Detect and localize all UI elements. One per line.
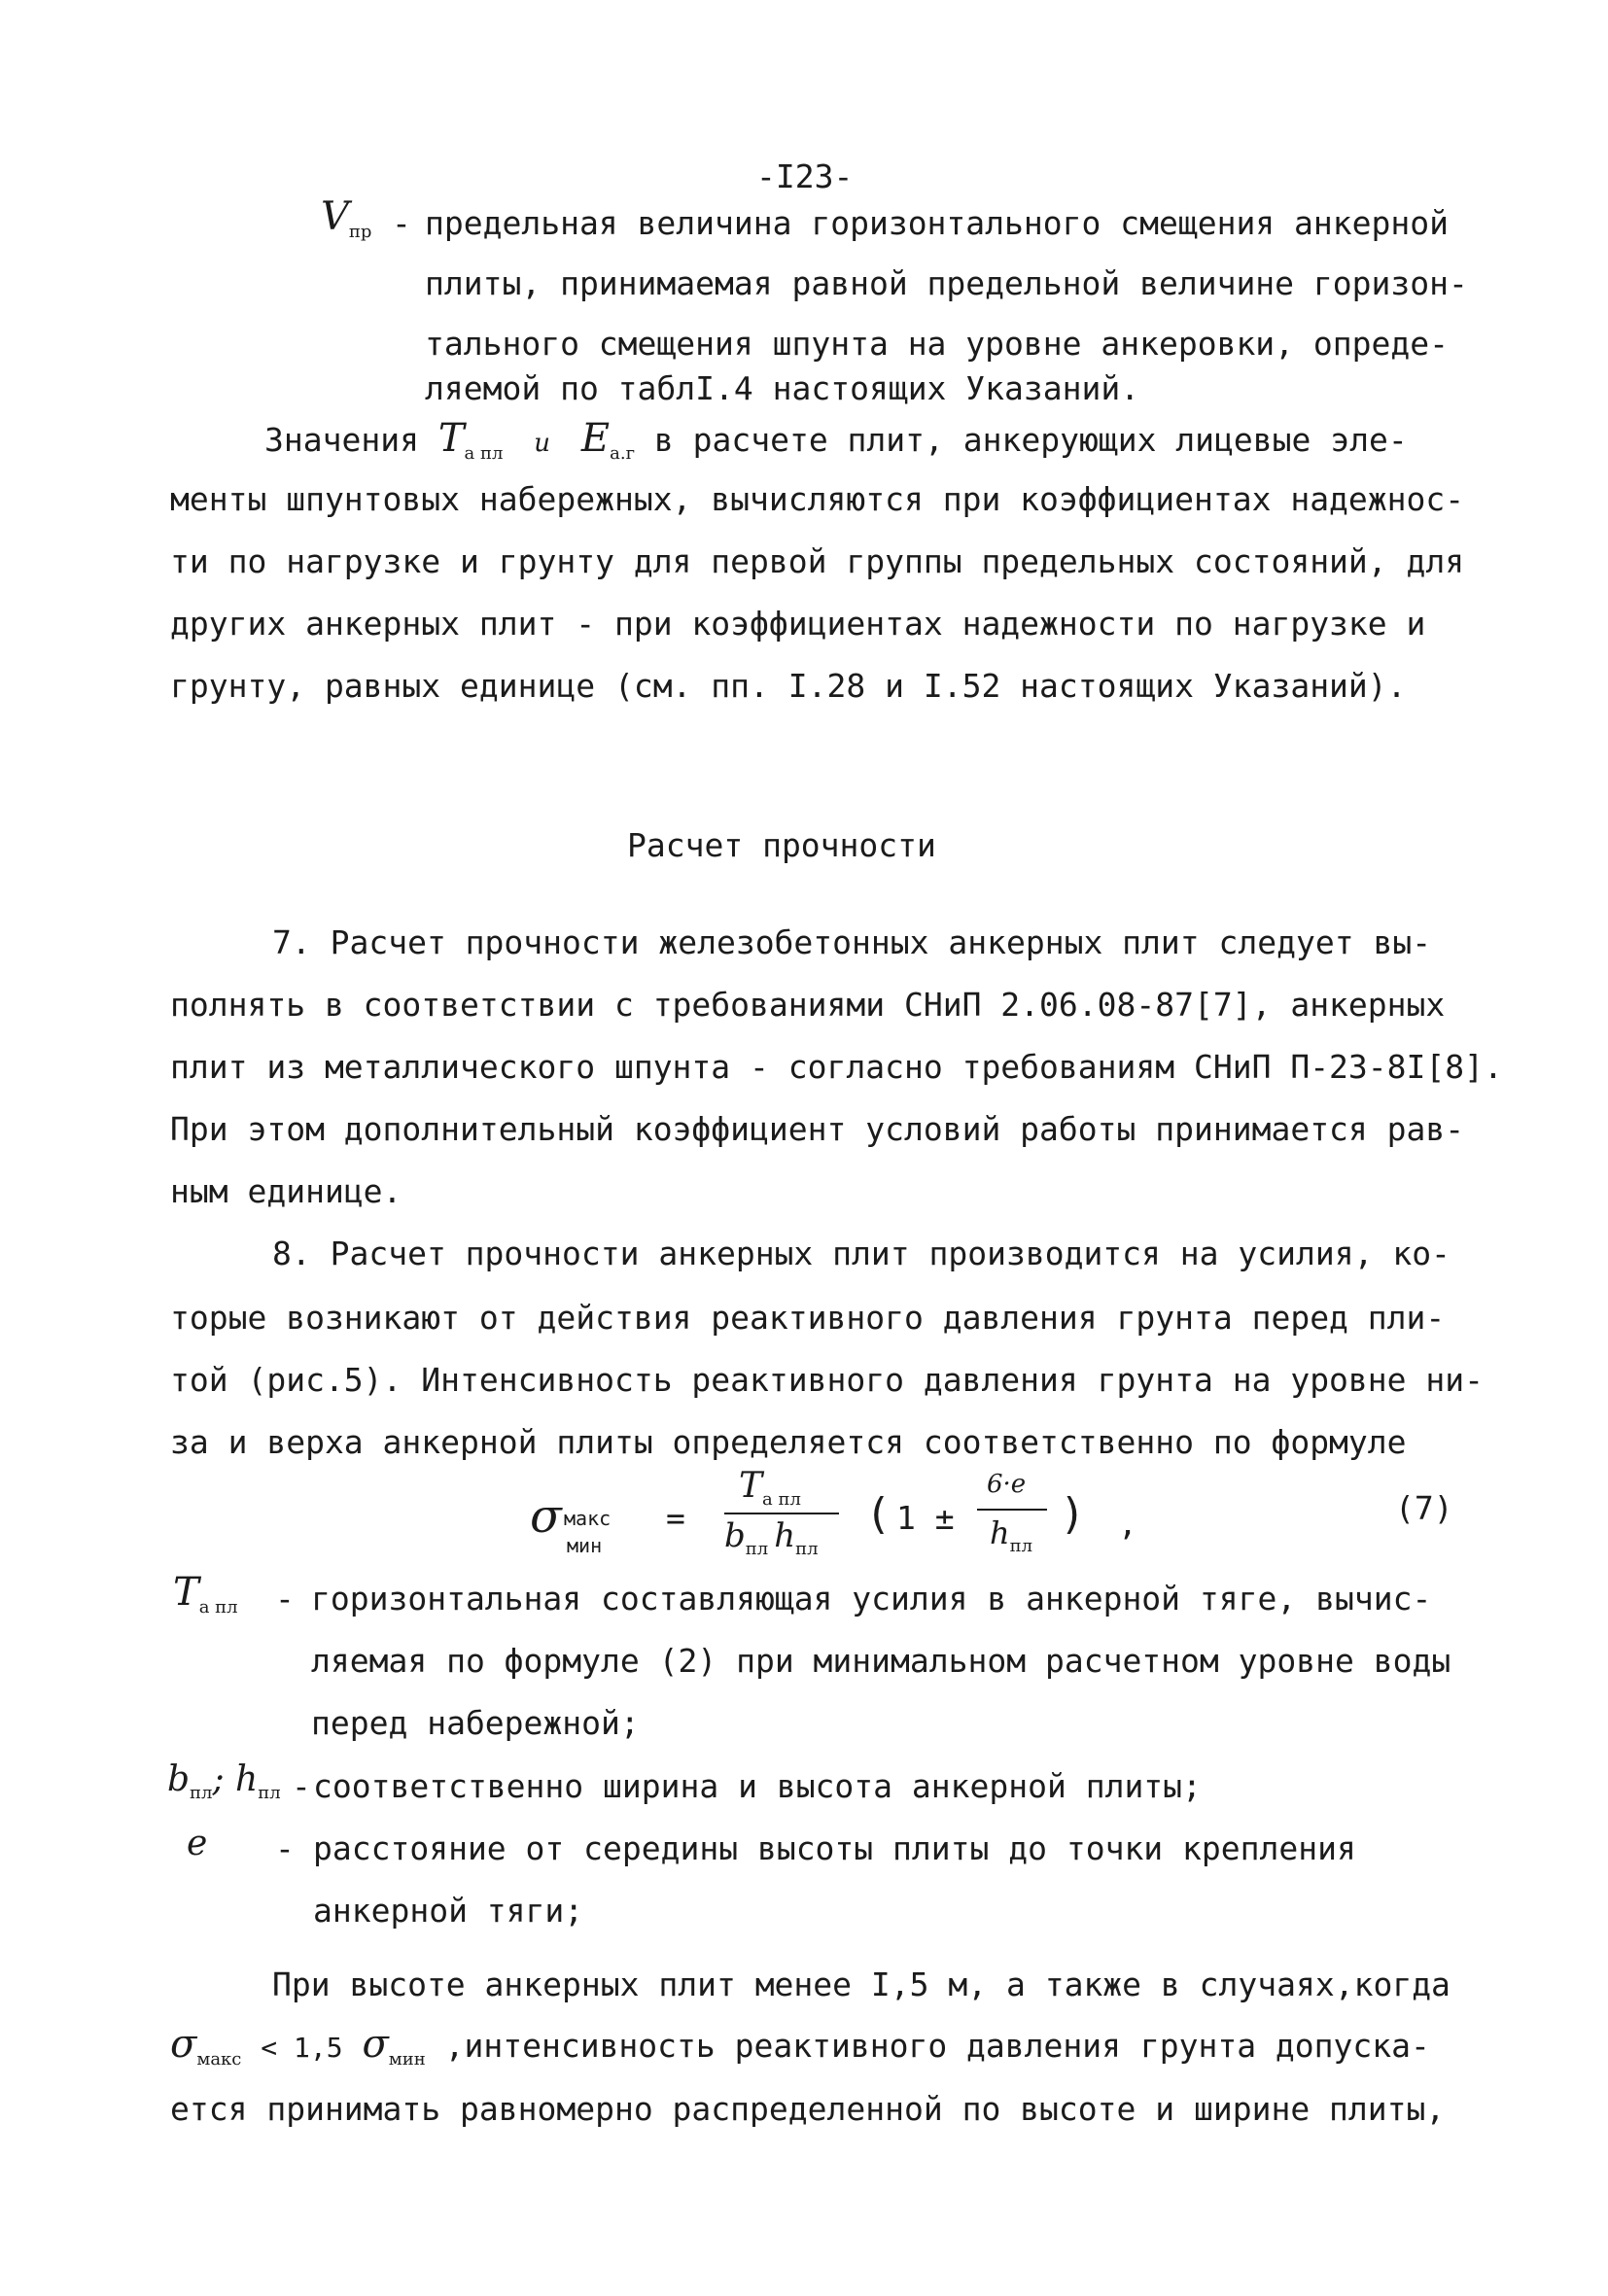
formula-equals: = xyxy=(666,1499,685,1537)
formula-paren-close: ) xyxy=(1060,1489,1086,1539)
sigma-min-sub: мин xyxy=(388,2049,426,2070)
formula-denominator xyxy=(724,1516,819,1559)
para-last-sigma-min xyxy=(362,2022,426,2070)
section-title: Расчет прочности xyxy=(627,826,936,864)
symbol-t-sub: а пл xyxy=(464,443,504,464)
def-t-letter: T xyxy=(173,1570,199,1615)
para7-line-5: ным единице. xyxy=(170,1172,402,1210)
symbol-v-pr xyxy=(321,194,371,242)
para1-post: в расчете плит, анкерующих лицевые эле- xyxy=(653,421,1408,459)
para1-first-line xyxy=(264,416,1408,464)
formula-inner-denominator xyxy=(990,1514,1032,1556)
formula-num-t: T xyxy=(739,1466,763,1506)
para1-line-2: менты шпунтовых набережных, вычисляются при коэффициентах надежнос- xyxy=(170,480,1465,518)
def-h-sub: пл xyxy=(258,1783,281,1803)
para-last-lt: < 1,5 xyxy=(261,2032,343,2064)
def-v-line-4: ляемой по таблI.4 настоящих Указаний. xyxy=(425,369,1140,407)
def-v-line-3: тального смещения шпунта на уровне анкеровки, опреде- xyxy=(425,325,1449,363)
formula-comma: , xyxy=(1118,1505,1137,1543)
def-e-line-2: анкерной тяги; xyxy=(313,1892,584,1930)
symbol-e: E xyxy=(580,416,611,461)
def-t-line-1: горизонтальная составляющая усилия в анкерной тяге, вычис- xyxy=(311,1580,1432,1618)
para1-line-3: ти по нагрузке и грунту для первой группы предельных состояний, для xyxy=(170,542,1465,580)
para8-line-3: той (рис.5). Интенсивность реактивного давления грунта на уровне ни- xyxy=(170,1361,1485,1399)
def-e-dash: - xyxy=(275,1829,295,1867)
formula-inner-den-sub: пл xyxy=(1009,1536,1033,1556)
def-bh-symbol xyxy=(167,1759,281,1803)
def-v-line-2: плиты, принимаемая равной предельной величине горизон- xyxy=(425,264,1468,302)
formula-sigma-sub-min: мин xyxy=(567,1534,603,1557)
def-b-letter: b xyxy=(167,1759,191,1799)
para8-line-1: 8. Расчет прочности анкерных плит производится на усилия, ко- xyxy=(272,1235,1451,1272)
para1-pre: Значения xyxy=(264,421,419,459)
formula-den-h-sub: пл xyxy=(795,1539,819,1559)
para1-line-4: других анкерных плит - при коэффициентах надежности по нагрузке и xyxy=(170,605,1426,643)
formula-sigma: σ xyxy=(530,1489,562,1544)
sigma-max-letter: σ xyxy=(170,2022,197,2067)
formula-one-pm: 1 ± xyxy=(896,1499,955,1537)
def-b-sub: пл xyxy=(190,1783,213,1803)
sigma-min-letter: σ xyxy=(362,2022,389,2067)
def-t-sub: а пл xyxy=(198,1597,238,1618)
para7-line-4: При этом дополнительный коэффициент условий работы принимается рав- xyxy=(170,1110,1465,1148)
para-last-sigma-max xyxy=(170,2022,242,2070)
def-bh-dash: - xyxy=(292,1767,311,1805)
sigma-max-sub: макс xyxy=(196,2049,242,2070)
formula-main-fraction-bar xyxy=(724,1513,839,1514)
symbol-t: T xyxy=(437,416,465,461)
def-bh-line-1: соответственно ширина и высота анкерной плиты; xyxy=(313,1767,1202,1805)
symbol-e-a-g xyxy=(580,416,635,464)
formula-numerator xyxy=(739,1466,801,1510)
page-number: -I23- xyxy=(756,157,854,195)
formula-num-sub: а пл xyxy=(762,1489,801,1510)
def-t-line-3: перед набережной; xyxy=(311,1704,640,1742)
para-last-line-2-text: ,интенсивность реактивного давления грунта допуска- xyxy=(444,2027,1430,2065)
formula-inner-numerator: 6·e xyxy=(987,1470,1027,1499)
def-v-line-1: предельная величина горизонтального смещения анкерной xyxy=(425,204,1449,242)
para7-line-2: полнять в соответствии с требованиями СНиП 2.06.08-87[7], анкерных xyxy=(170,986,1446,1024)
formula-den-b: b xyxy=(724,1516,746,1555)
para1-and: и xyxy=(534,429,551,458)
para7-line-3: плит из металлического шпунта - согласно требованиям СНиП П-23-8I[8]. xyxy=(170,1048,1503,1086)
formula-den-h: h xyxy=(774,1516,796,1555)
def-t-symbol xyxy=(173,1570,238,1618)
formula-den-b-sub: пл xyxy=(745,1539,769,1559)
symbol-v: V xyxy=(321,194,349,239)
formula-inner-den-h: h xyxy=(990,1514,1010,1551)
symbol-e-sub: а.г xyxy=(610,443,635,464)
symbol-v-sub: пр xyxy=(348,222,372,242)
para7-line-1: 7. Расчет прочности железобетонных анкерных плит следует вы- xyxy=(272,923,1432,961)
def-e-line-1: расстояние от середины высоты плиты до точки крепления xyxy=(313,1829,1356,1867)
formula-paren-open: ( xyxy=(865,1489,891,1539)
def-h-letter: ; h xyxy=(212,1759,259,1799)
para8-line-2: торые возникают от действия реактивного давления грунта перед пли- xyxy=(170,1299,1446,1337)
para-last-line-1: При высоте анкерных плит менее I,5 м, а также в случаях,когда xyxy=(272,1966,1451,2003)
formula-number: (7) xyxy=(1395,1489,1453,1527)
para1-line-5: грунту, равных единице (см. пп. I.28 и I.52 настоящих Указаний). xyxy=(170,667,1407,705)
def-t-line-2: ляемая по формуле (2) при минимальном расчетном уровне воды xyxy=(311,1642,1451,1680)
para8-line-4: за и верха анкерной плиты определяется соответственно по формуле xyxy=(170,1423,1407,1461)
symbol-t-a-pl xyxy=(437,416,504,464)
para-last-line-3: ется принимать равномерно распределенной по высоте и ширине плиты, xyxy=(170,2090,1446,2128)
def-v-dash: - xyxy=(392,204,411,242)
formula-inner-fraction-bar xyxy=(977,1509,1047,1511)
def-e-symbol: e xyxy=(187,1824,208,1863)
def-t-dash: - xyxy=(275,1580,295,1618)
para-last-line-2 xyxy=(170,2022,1430,2070)
formula-sigma-sub-max: макс xyxy=(564,1507,612,1530)
